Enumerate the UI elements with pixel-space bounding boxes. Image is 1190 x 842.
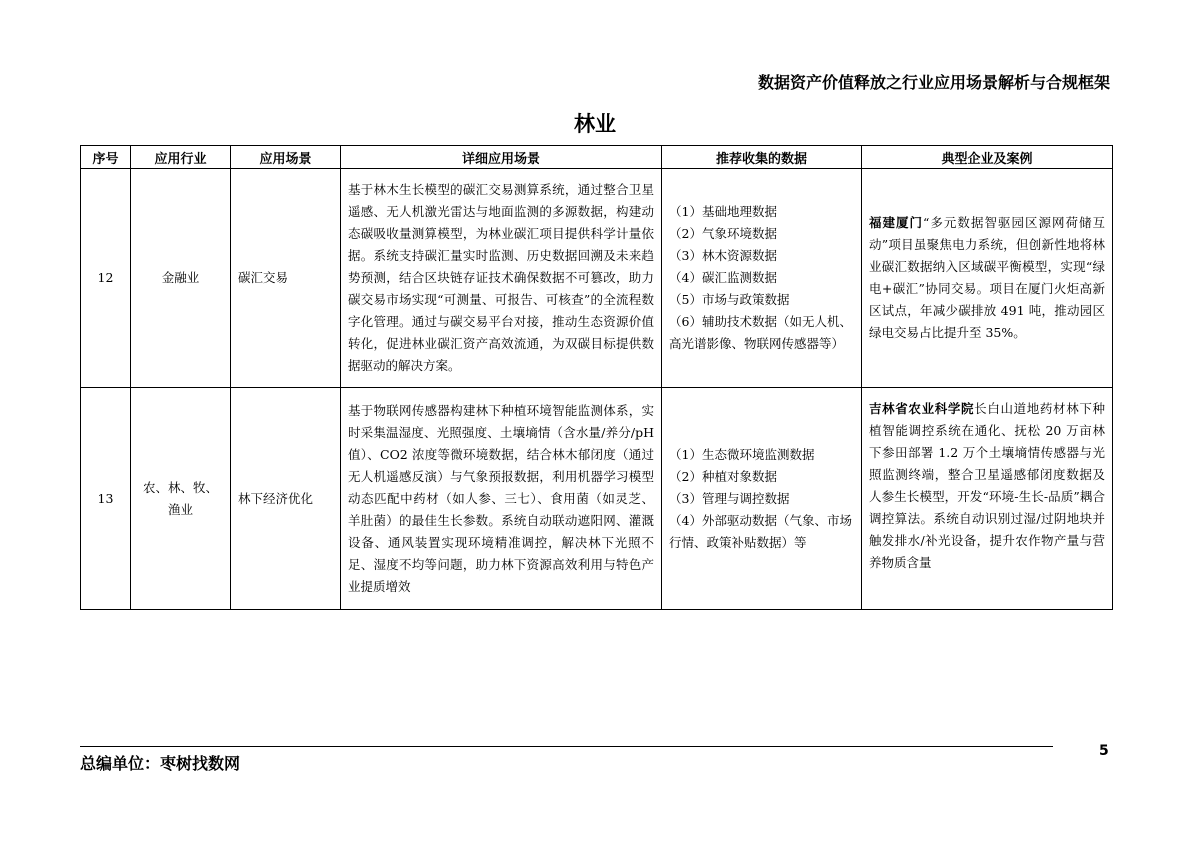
case-description: “多元数据智驱园区源网荷储互动”项目虽聚焦电力系统，但创新性地将林业碳汇数据纳入区域碳平衡模型，实现“绿电+碳汇”协同交易。项目在厦门火炬高新区试点，年减少碳排放 491 吨，推动园区绿电交易占比提升至 35%。 [869, 215, 1105, 340]
row-scene: 碳汇交易 [231, 169, 341, 388]
data-item: （4）碳汇监测数据 [669, 270, 777, 285]
row-detail: 基于林木生长模型的碳汇交易测算系统，通过整合卫星遥感、无人机激光雷达与地面监测的多源数据，构建动态碳吸收量测算模型，为林业碳汇项目提供科学计量依据。系统支持碳汇量实时监测、历史数据回溯及未来趋势预测，结合区块链存证技术确保数据不可篡改，助力碳交易市场实现“可测量、可报告、可核查”的全流程数字化管理。通过与碳交易平台对接，推动生态资源价值转化，促进林业碳汇资产高效流通，为双碳目标提供数据驱动的解决方案。 [341, 169, 662, 388]
scenario-table [80, 145, 1113, 610]
data-item: （3）管理与调控数据 [669, 490, 790, 506]
row-industry: 农、林、牧、渔业 [131, 388, 231, 610]
footer-editor: 总编单位：枣树找数网 [80, 754, 241, 773]
column-header: 应用行业 [131, 146, 231, 169]
footer-divider [80, 746, 1053, 747]
row-case [862, 388, 1113, 610]
page-number: 5 [1099, 743, 1109, 759]
column-header: 推荐收集的数据 [662, 146, 862, 169]
table-row [81, 169, 1113, 388]
row-scene: 林下经济优化 [231, 388, 341, 610]
column-header: 序号 [81, 146, 131, 169]
document-header-title: 数据资产价值释放之行业应用场景解析与合规框架 [757, 73, 1110, 92]
data-item: （4）外部驱动数据（气象、市场行情、政策补贴数据）等 [669, 512, 852, 550]
row-detail: 基于物联网传感器构建林下种植环境智能监测体系，实时采集温湿度、光照强度、土壤墒情（含水量/养分/pH 值）、CO2 浓度等微环境数据，结合林木郁闭度（通过无人机遥感反演）与气象预报数据，利用机器学习模型动态匹配中药材（如人参、三七）、食用菌（如灵芝、羊肚菌）的最佳生长参数。系统自动联动遮阳网、灌溉设备、通风装置实现环境精准调控，解决林下光照不足、湿度不均等问题，助力林下资源高效利用与特色产业提质增效 [341, 388, 662, 610]
data-item: （1）生态微环境监测数据 [669, 446, 815, 462]
column-header: 典型企业及案例 [862, 146, 1113, 169]
row-number: 13 [81, 388, 131, 610]
row-industry: 金融业 [131, 169, 231, 388]
row-data-list [662, 169, 862, 388]
column-header: 详细应用场景 [341, 146, 662, 169]
case-description: 长白山道地药材林下种植智能调控系统在通化、抚松 20 万亩林下参田部署 1.2 万个土壤墒情传感器与光照监测终端，整合卫星遥感郁闭度数据及人参生长模型，开发“环境-生长-品质”耦合调控算法。系统自动识别过湿/过阴地块并触发排水/补光设备，提升农作物产量与营养物质含量 [869, 401, 1105, 570]
data-item: （5）市场与政策数据 [669, 292, 790, 307]
table-row [81, 388, 1113, 610]
data-item: （1）基础地理数据 [669, 204, 777, 219]
data-item: （3）林木资源数据 [669, 248, 777, 263]
table-header-row [81, 146, 1113, 169]
case-organization: 吉林省农业科学院 [869, 401, 975, 416]
row-data-list [662, 388, 862, 610]
case-organization: 福建厦门 [869, 215, 924, 230]
row-case [862, 169, 1113, 388]
data-item: （2）种植对象数据 [669, 468, 777, 484]
row-number: 12 [81, 169, 131, 388]
section-title: 林业 [574, 112, 616, 136]
column-header: 应用场景 [231, 146, 341, 169]
data-item: （6）辅助技术数据（如无人机、高光谱影像、物联网传感器等） [669, 314, 852, 351]
data-item: （2）气象环境数据 [669, 226, 777, 241]
